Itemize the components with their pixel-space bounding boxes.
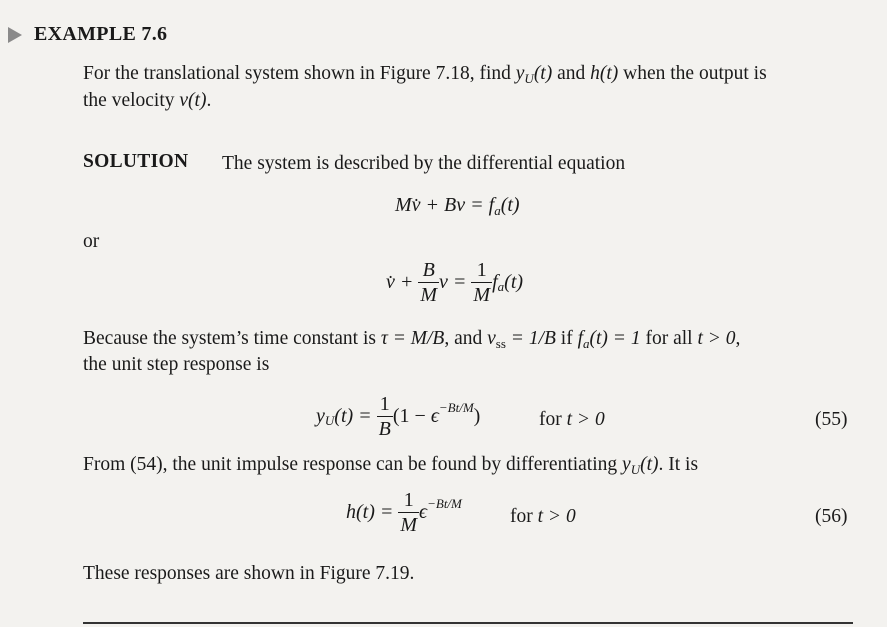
equation-55-condition: for t > 0 — [539, 409, 605, 430]
h-symbol: h(t) — [590, 63, 619, 84]
example-marker-icon — [8, 27, 22, 43]
fa-symbol: f — [577, 328, 583, 349]
equation-56: h(t) = $\frac{1}{M}$ $\epsilon^{-Bt/M}$ — [346, 489, 462, 536]
equation-55-number: (55) — [815, 409, 848, 430]
example-heading: EXAMPLE 7.6 — [34, 23, 168, 45]
tau-expression: τ = M/B — [380, 328, 445, 349]
fraction-b-over-m: $\frac{B}{M}$ — [420, 259, 438, 306]
problem-line-2: the velocity v(t). — [83, 90, 212, 111]
fraction-1-over-m: $\frac{1}{M}$ — [473, 259, 491, 306]
equation-2: v̇ + $\frac{B}{M}$ v = $\frac{1}{M}$ $f_a(t)$ — [386, 259, 524, 306]
v-ss-symbol: v — [487, 328, 496, 349]
solution-label: SOLUTION — [83, 151, 189, 172]
time-constant-line-1: Because the system’s time constant is τ = M/B, and $v_{ss} = 1/B$ if $f_a(t) = 1$ for all t > 0, — [83, 328, 741, 351]
solution-intro: The system is described by the differential equation — [222, 153, 626, 174]
bottom-divider — [83, 622, 853, 624]
fraction-1-over-m-56: $\frac{1}{M}$ — [400, 489, 418, 536]
v-symbol: v(t) — [179, 90, 207, 111]
time-constant-line-2: the unit step response is — [83, 354, 270, 375]
impulse-response-line: From (54), the unit impulse response can be found by differentiating $y_U(t)$. It is — [83, 454, 699, 477]
closing-sentence: These responses are shown in Figure 7.19. — [83, 563, 415, 584]
equation-1: Mv̇ + $Bv = f_a(t)$ — [395, 194, 520, 218]
equation-55: $y_U(t)$ = $\frac{1}{B}$ $(1 - \epsilon^{-Bt/M})$ — [316, 393, 481, 440]
or-text: or — [83, 231, 100, 252]
problem-line-1: For the translational system shown in Figure 7.18, find $y_U(t)$ and h(t) when the output is — [83, 63, 767, 86]
fraction-1-over-b: $\frac{1}{B}$ — [378, 393, 391, 440]
equation-56-condition: for t > 0 — [510, 506, 576, 527]
yu-symbol: y — [515, 63, 525, 84]
equation-56-number: (56) — [815, 506, 848, 527]
